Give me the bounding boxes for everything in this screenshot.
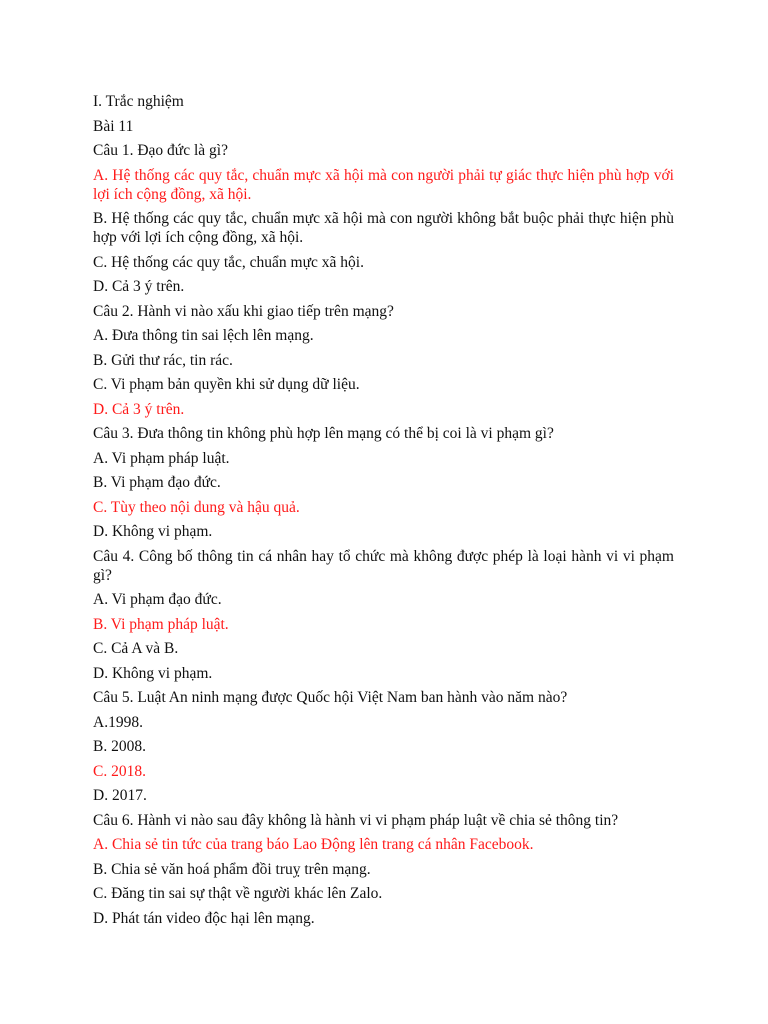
question-block-2	[93, 302, 674, 419]
question-text: Câu 1. Đạo đức là gì?	[93, 142, 228, 159]
question-block-1	[93, 141, 674, 296]
option-a: A.1998.	[93, 713, 143, 731]
question-text: Câu 3. Đưa thông tin không phù hợp lên mạng có thể bị coi là vi phạm gì?	[93, 425, 554, 442]
option-d: D. Không vi phạm.	[93, 664, 213, 682]
question-block-5	[93, 688, 674, 805]
option-b: B. 2008.	[93, 738, 146, 755]
option-a: A. Đưa thông tin sai lệch lên mạng.	[93, 327, 314, 344]
question-text: Câu 5. Luật An ninh mạng được Quốc hội Việt Nam ban hành vào năm nào?	[93, 689, 568, 706]
option-d: D. Cả 3 ý trên.	[93, 400, 185, 418]
option-a: A. Vi phạm đạo đức.	[93, 591, 222, 608]
option-d: D. Cả 3 ý trên.	[93, 278, 185, 295]
option-b: B. Hệ thống các quy tắc, chuẩn mực xã hội mà con người không bắt buộc phải thực hiện phù hợp với lợi ích cộng đồng, xã hội.	[93, 210, 674, 246]
option-c: C. Đăng tin sai sự thật về người khác lên Zalo.	[93, 885, 383, 902]
question-text: Câu 2. Hành vi nào xấu khi giao tiếp trên mạng?	[93, 302, 394, 320]
option-d: D. 2017.	[93, 787, 147, 804]
section-title: I. Trắc nghiệm	[93, 93, 184, 110]
option-a: A. Chia sẻ tin tức của trang báo Lao Động lên trang cá nhân Facebook.	[93, 836, 534, 853]
option-c: C. Vi phạm bản quyền khi sử dụng dữ liệu.	[93, 376, 360, 393]
question-text: Câu 4. Công bố thông tin cá nhân hay tổ chức mà không được phép là loại hành vi vi phạm gì?	[93, 547, 674, 584]
option-b: B. Vi phạm đạo đức.	[93, 474, 221, 491]
document-page	[93, 92, 674, 933]
option-b: B. Chia sẻ văn hoá phẩm đồi truỵ trên mạng.	[93, 860, 371, 878]
question-block-6	[93, 811, 674, 928]
option-a: A. Vi phạm pháp luật.	[93, 449, 230, 467]
option-b: B. Gửi thư rác, tin rác.	[93, 351, 233, 369]
option-c: C. 2018.	[93, 762, 146, 780]
option-d: D. Không vi phạm.	[93, 523, 213, 540]
option-c: C. Tùy theo nội dung và hậu quả.	[93, 498, 300, 516]
question-block-3	[93, 424, 674, 541]
option-c: C. Cả A và B.	[93, 640, 179, 657]
option-a: A. Hệ thống các quy tắc, chuẩn mực xã hội mà con người phải tự giác thực hiện phù hợp với lợi ích cộng đồng, xã hội.	[93, 166, 674, 203]
option-d: D. Phát tán video độc hại lên mạng.	[93, 909, 315, 927]
option-b: B. Vi phạm pháp luật.	[93, 615, 229, 633]
question-text: Câu 6. Hành vi nào sau đây không là hành vi vi phạm pháp luật về chia sẻ thông tin?	[93, 811, 619, 829]
question-block-4	[93, 547, 674, 683]
lesson-title: Bài 11	[93, 117, 134, 135]
option-c: C. Hệ thống các quy tắc, chuẩn mực xã hội.	[93, 253, 364, 271]
